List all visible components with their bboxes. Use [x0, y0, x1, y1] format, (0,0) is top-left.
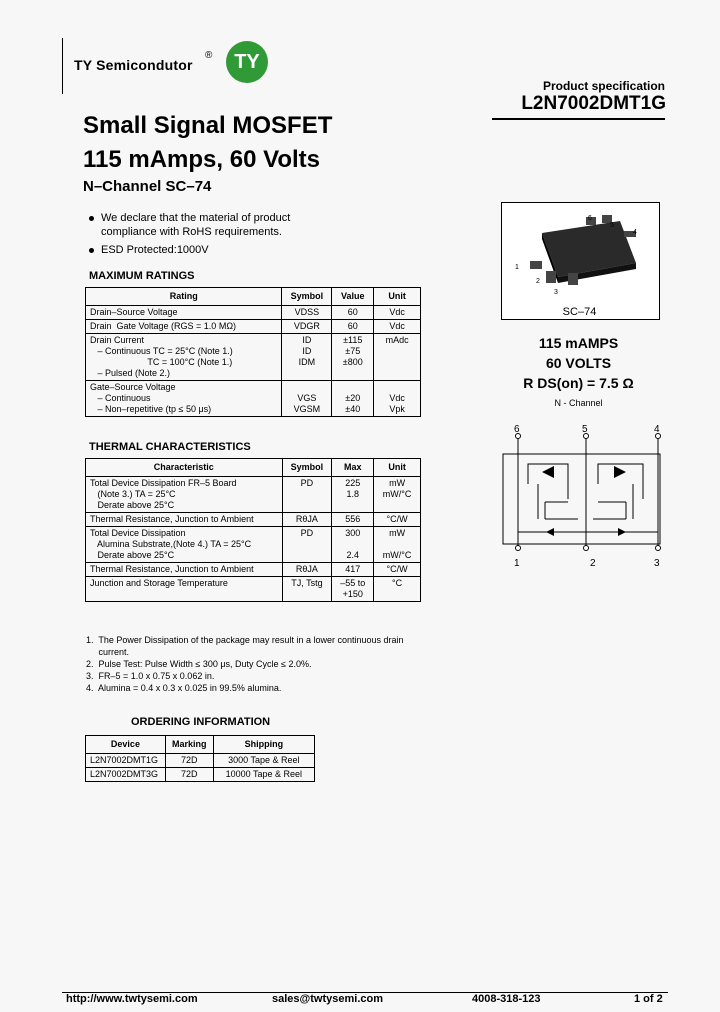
symbol-cell: VDGR	[282, 320, 332, 334]
pin-label: 1	[515, 264, 519, 271]
pin-label: 6	[514, 424, 520, 435]
spec-voltage: 60 VOLTS	[545, 355, 612, 371]
footer-url-link[interactable]: http://www.twtysemi.com	[66, 993, 198, 1005]
col-header: Value	[332, 288, 374, 306]
table-row	[86, 320, 421, 334]
dual-mosfet-schematic	[498, 424, 670, 572]
registered-mark: ®	[205, 50, 213, 61]
value-cell: ±115 ±75 ±800	[332, 334, 374, 381]
rating-cell: Drain Current – Continuous TC = 25°C (Note 1.) TC = 100°C (Note 1.) – Pulsed (Note 2.)	[86, 334, 282, 381]
channel-label: N - Channel	[554, 398, 603, 408]
symbol-cell: RθJA	[282, 513, 332, 527]
table-row	[86, 563, 421, 577]
footnote-line: 4. Alumina = 0.4 x 0.3 x 0.025 in 99.5% alumina.	[86, 683, 282, 693]
unit-cell: mW mW/°C	[374, 477, 421, 513]
max-cell: –55 to +150	[332, 577, 374, 602]
pin-label: 6	[588, 215, 592, 222]
symbol-cell: PD	[282, 477, 332, 513]
table-row	[86, 768, 315, 782]
characteristic-cell: Total Device Dissipation Alumina Substrate,(Note 4.) TA = 25°C Derate above 25°C	[86, 527, 283, 563]
sc74-package-illustration	[502, 203, 659, 319]
max-ratings-table	[85, 287, 421, 417]
symbol-cell: VGS VGSM	[282, 381, 332, 417]
unit-cell: °C/W	[374, 513, 421, 527]
rating-cell: Drain–Source Voltage	[86, 306, 282, 320]
symbol-cell: VDSS	[282, 306, 332, 320]
table-row	[86, 577, 421, 602]
symbol-cell: PD	[282, 527, 332, 563]
characteristic-cell: Thermal Resistance, Junction to Ambient	[86, 513, 283, 527]
pin-label: 3	[554, 289, 558, 296]
spec-current: 115 mAMPS	[538, 335, 619, 351]
thermal-table	[85, 458, 421, 602]
footer-email-link[interactable]: sales@twtysemi.com	[272, 993, 383, 1005]
pin-lead	[546, 271, 556, 283]
zener-icon	[546, 528, 554, 536]
value-cell: 60	[332, 306, 374, 320]
pin-label: 1	[514, 558, 520, 569]
col-header: Symbol	[282, 288, 332, 306]
footnote-line: 1. The Power Dissipation of the package may result in a lower continuous drain	[86, 635, 404, 645]
package-box	[501, 202, 660, 320]
table-row	[86, 527, 421, 563]
pin-label: 4	[633, 229, 637, 236]
spec-rds: R DS(on) = 7.5 Ω	[523, 375, 634, 391]
schematic-frame	[503, 454, 660, 544]
ordering-title: ORDERING INFORMATION	[131, 716, 271, 728]
shipping-cell: 10000 Tape & Reel	[213, 768, 314, 782]
ty-logo: TY	[226, 41, 268, 83]
pin-terminal	[516, 546, 521, 551]
brand-name: TY Semicondutor	[74, 57, 193, 73]
characteristic-cell: Junction and Storage Temperature	[86, 577, 283, 602]
part-number-rule	[492, 118, 665, 120]
pin-label: 5	[610, 222, 614, 229]
col-header: Unit	[374, 288, 421, 306]
device-cell: L2N7002DMT1G	[86, 754, 166, 768]
unit-cell: mAdc	[374, 334, 421, 381]
table-row	[86, 306, 421, 320]
col-header: Unit	[374, 459, 421, 477]
symbol-cell: RθJA	[282, 563, 332, 577]
max-cell: 556	[332, 513, 374, 527]
part-number: L2N7002DMT1G	[521, 93, 666, 114]
bullet-dot-icon	[89, 248, 94, 253]
ordering-table	[85, 735, 315, 782]
col-header: Max	[332, 459, 374, 477]
unit-cell: Vdc Vpk	[374, 381, 421, 417]
max-ratings-title: MAXIMUM RATINGS	[89, 270, 195, 282]
col-header: Rating	[86, 288, 282, 306]
package-caption: SC–74	[562, 306, 597, 318]
marking-cell: 72D	[165, 754, 213, 768]
rating-cell: Drain Gate Voltage (RGS = 1.0 MΩ)	[86, 320, 282, 334]
symbol-cell: TJ, Tstg	[282, 577, 332, 602]
characteristic-cell: Total Device Dissipation FR–5 Board (Note 3.) TA = 25°C Derate above 25°C	[86, 477, 283, 513]
col-header: Characteristic	[86, 459, 283, 477]
pin-lead	[568, 273, 578, 285]
product-spec-label: Product specification	[542, 79, 665, 93]
col-header: Symbol	[282, 459, 332, 477]
diode-icon	[614, 466, 626, 478]
col-header: Shipping	[213, 736, 314, 754]
page-subtitle: 115 mAmps, 60 Volts	[83, 146, 320, 173]
table-row	[86, 754, 315, 768]
characteristic-cell: Thermal Resistance, Junction to Ambient	[86, 563, 283, 577]
value-cell: 60	[332, 320, 374, 334]
marking-cell: 72D	[165, 768, 213, 782]
zener-icon	[618, 528, 626, 536]
table-row	[86, 381, 421, 417]
col-header: Device	[86, 736, 166, 754]
thermal-title: THERMAL CHARACTERISTICS	[89, 441, 251, 453]
pin-label: 2	[590, 558, 596, 569]
pin-label: 4	[654, 424, 660, 435]
footer-phone: 4008-318-123	[472, 993, 541, 1005]
max-cell: 300 2.4	[332, 527, 374, 563]
table-row	[86, 477, 421, 513]
footnote-line: current.	[86, 647, 130, 657]
unit-cell: °C	[374, 577, 421, 602]
max-cell: 225 1.8	[332, 477, 374, 513]
pin-label: 5	[582, 424, 588, 435]
table-row	[86, 334, 421, 381]
footnote-line: 2. Pulse Test: Pulse Width ≤ 300 μs, Duty Cycle ≤ 2.0%.	[86, 659, 312, 669]
bullet-dot-icon	[89, 216, 94, 221]
device-cell: L2N7002DMT3G	[86, 768, 166, 782]
pin-terminal	[584, 546, 589, 551]
diode-icon	[542, 466, 554, 478]
unit-cell: Vdc	[374, 306, 421, 320]
channel-subtitle: N–Channel SC–74	[83, 178, 212, 195]
unit-cell: Vdc	[374, 320, 421, 334]
unit-cell: °C/W	[374, 563, 421, 577]
max-cell: 417	[332, 563, 374, 577]
bullet-rohs: We declare that the material of product	[89, 211, 290, 225]
symbol-cell: ID ID IDM	[282, 334, 332, 381]
pin-label: 2	[536, 278, 540, 285]
footer-page-number: 1 of 2	[634, 993, 663, 1005]
value-cell: ±20 ±40	[332, 381, 374, 417]
pin-lead	[530, 261, 542, 269]
unit-cell: mW mW/°C	[374, 527, 421, 563]
page-title: Small Signal MOSFET	[83, 112, 333, 139]
bullet-rohs-cont: compliance with RoHS requirements.	[101, 226, 282, 238]
rating-cell: Gate–Source Voltage – Continuous – Non–repetitive (tp ≤ 50 μs)	[86, 381, 282, 417]
footnotes	[86, 634, 436, 694]
table-row	[86, 513, 421, 527]
pin-label: 3	[654, 558, 660, 569]
col-header: Marking	[165, 736, 213, 754]
shipping-cell: 3000 Tape & Reel	[213, 754, 314, 768]
bullet-esd: ESD Protected:1000V	[89, 243, 209, 257]
footnote-line: 3. FR–5 = 1.0 x 0.75 x 0.062 in.	[86, 671, 215, 681]
pin-terminal	[656, 546, 661, 551]
